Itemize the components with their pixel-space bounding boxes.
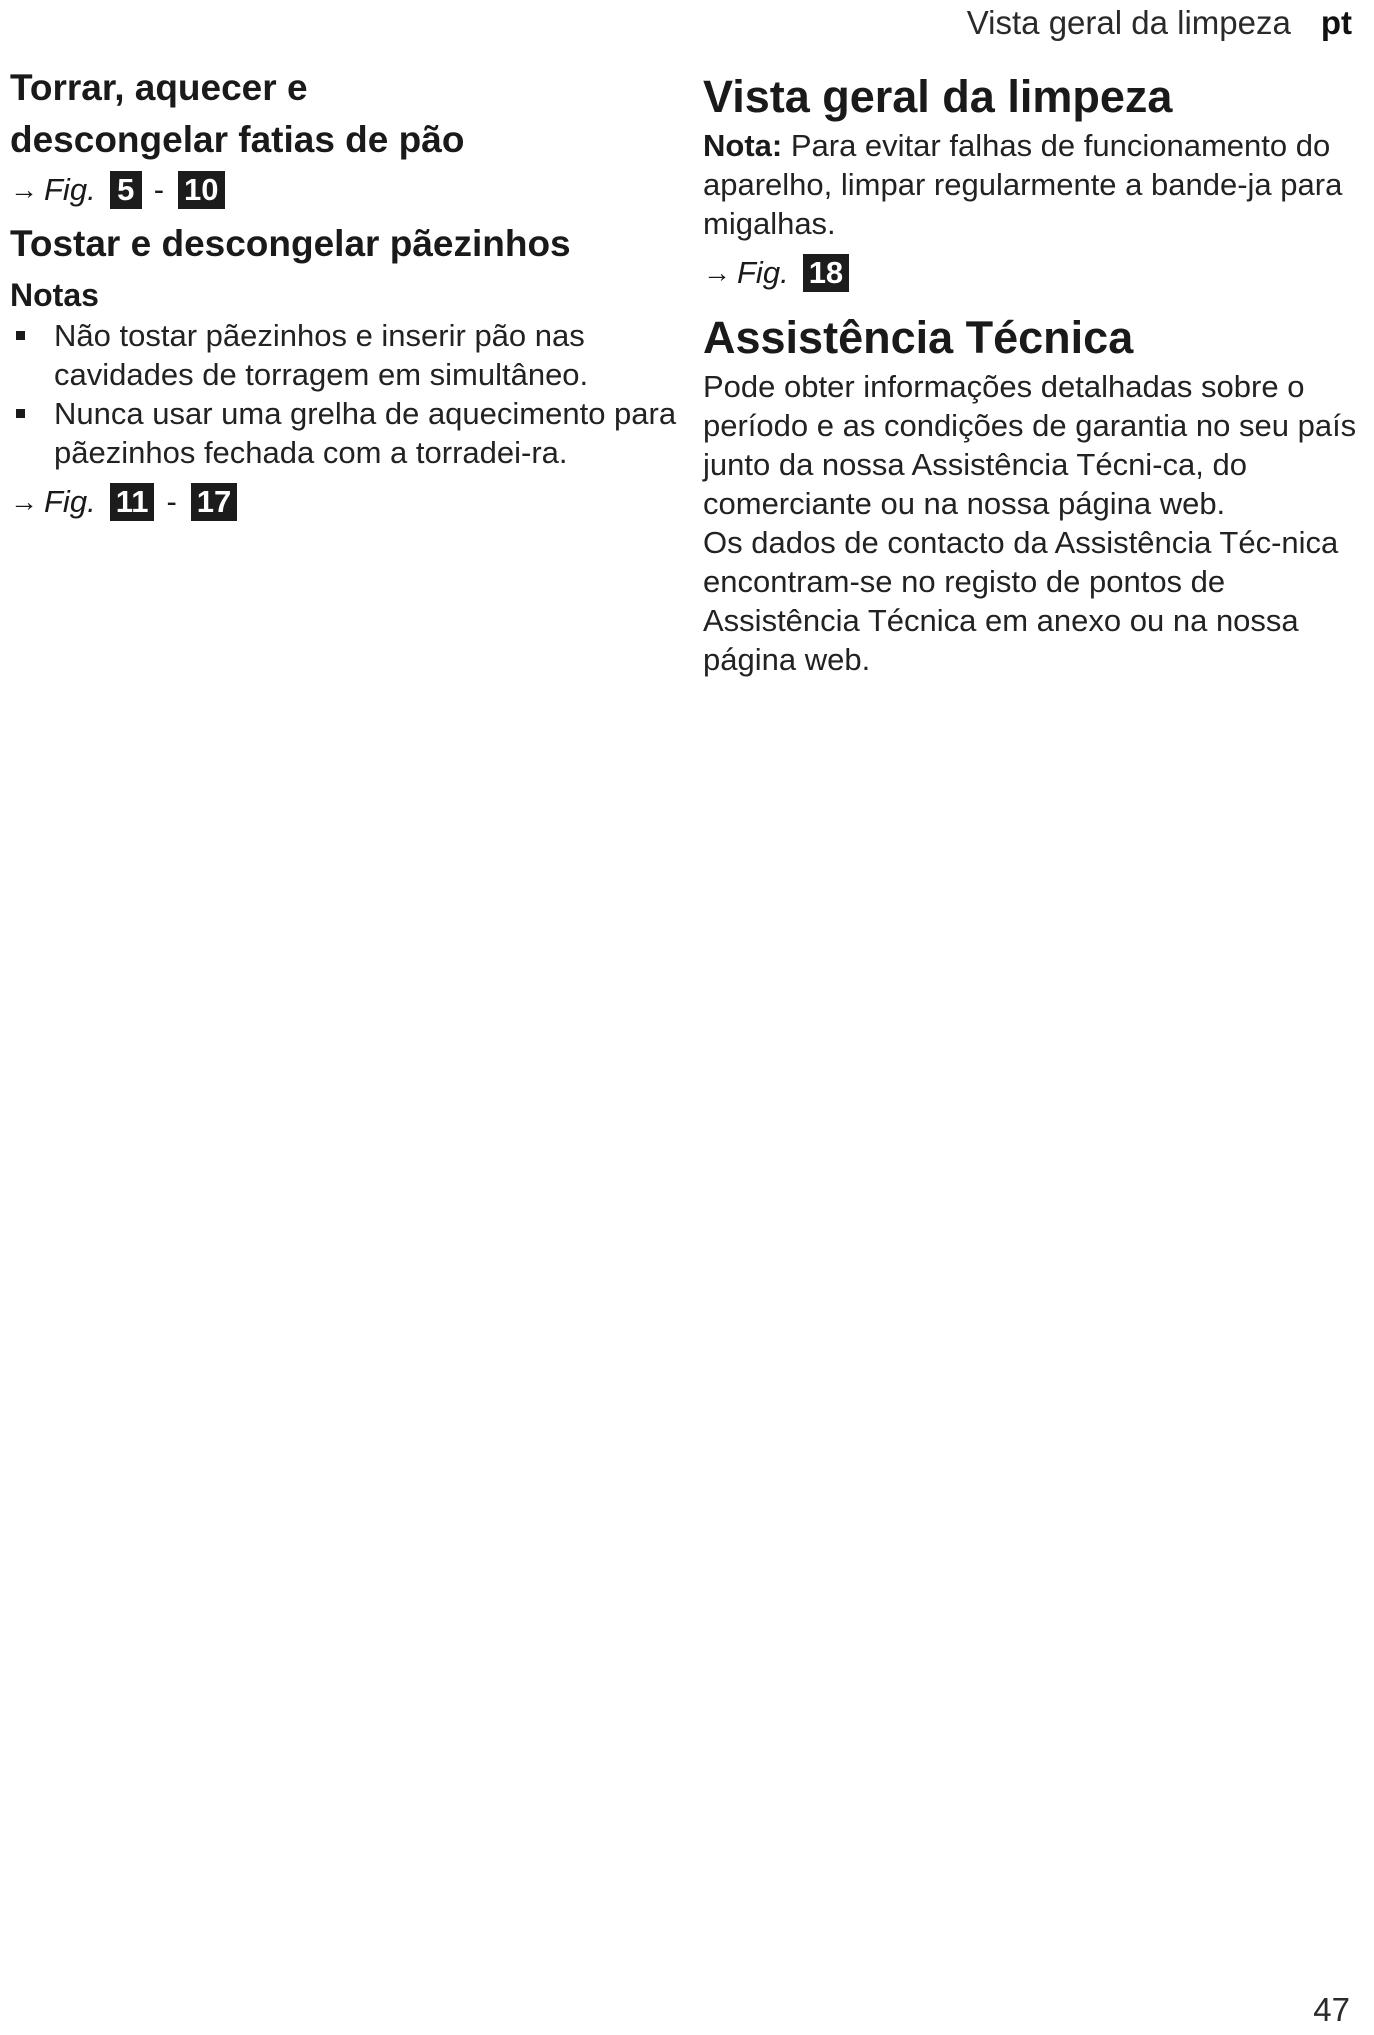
fig-label: Fig. [44, 484, 96, 519]
notes-heading: Notas [10, 277, 99, 313]
bullet-square-icon [16, 409, 25, 418]
page-number: 47 [1313, 1991, 1350, 2028]
figure-number-badge: 10 [178, 171, 224, 209]
range-separator: - [153, 172, 165, 207]
list-item [10, 394, 685, 472]
note-text: Não tostar pãezinhos e inserir pão nas cavidades de torragem em simultâneo. [54, 318, 589, 392]
arrow-icon: → [10, 174, 38, 205]
figure-reference-5-10 [10, 166, 685, 214]
bullet-square-icon [16, 331, 25, 340]
figure-reference-11-17 [10, 478, 685, 526]
service-paragraph: Pode obter informações detalhadas sobre o período e as condições de garantia no seu país junto da nossa Assistência Técni-ca, do comerciante ou na nossa página web. [703, 369, 1357, 521]
service-contact-paragraph: Os dados de contacto da Assistência Téc-nica encontram-se no registo de pontos de Assistência Técnica em anexo ou na nossa página web. [703, 525, 1339, 677]
figure-reference-18 [703, 249, 1371, 297]
right-column [703, 70, 1371, 679]
header-section-title: Vista geral da limpeza [966, 4, 1291, 41]
heading-toast-slices: Torrar, aquecer e descongelar fatias de pão [10, 67, 465, 160]
arrow-icon: → [703, 257, 731, 288]
fig-label: Fig. [737, 255, 789, 290]
arrow-icon: → [10, 486, 38, 517]
note-text: Para evitar falhas de funcionamento do aparelho, limpar regularmente a bande-ja para migalhas. [703, 128, 1343, 241]
heading-cleaning-overview: Vista geral da limpeza [703, 71, 1173, 122]
range-separator: - [166, 484, 177, 519]
fig-label: Fig. [44, 172, 96, 207]
header-language-code: pt [1320, 4, 1352, 41]
figure-number-badge: 18 [803, 254, 849, 292]
list-item [10, 316, 685, 394]
running-header [967, 4, 1352, 42]
figure-number-badge: 5 [110, 171, 142, 209]
figure-number-badge: 17 [191, 483, 237, 521]
left-column [10, 62, 685, 526]
notes-list [10, 316, 685, 472]
note-text: Nunca usar uma grelha de aquecimento para pãezinhos fechada com a torradei-ra. [54, 396, 677, 470]
heading-technical-assistance: Assistência Técnica [703, 312, 1134, 363]
cleaning-note [703, 126, 1371, 243]
figure-number-badge: 11 [110, 483, 155, 521]
note-label: Nota: [703, 128, 783, 163]
heading-rolls: Tostar e descongelar pãezinhos [10, 223, 571, 264]
